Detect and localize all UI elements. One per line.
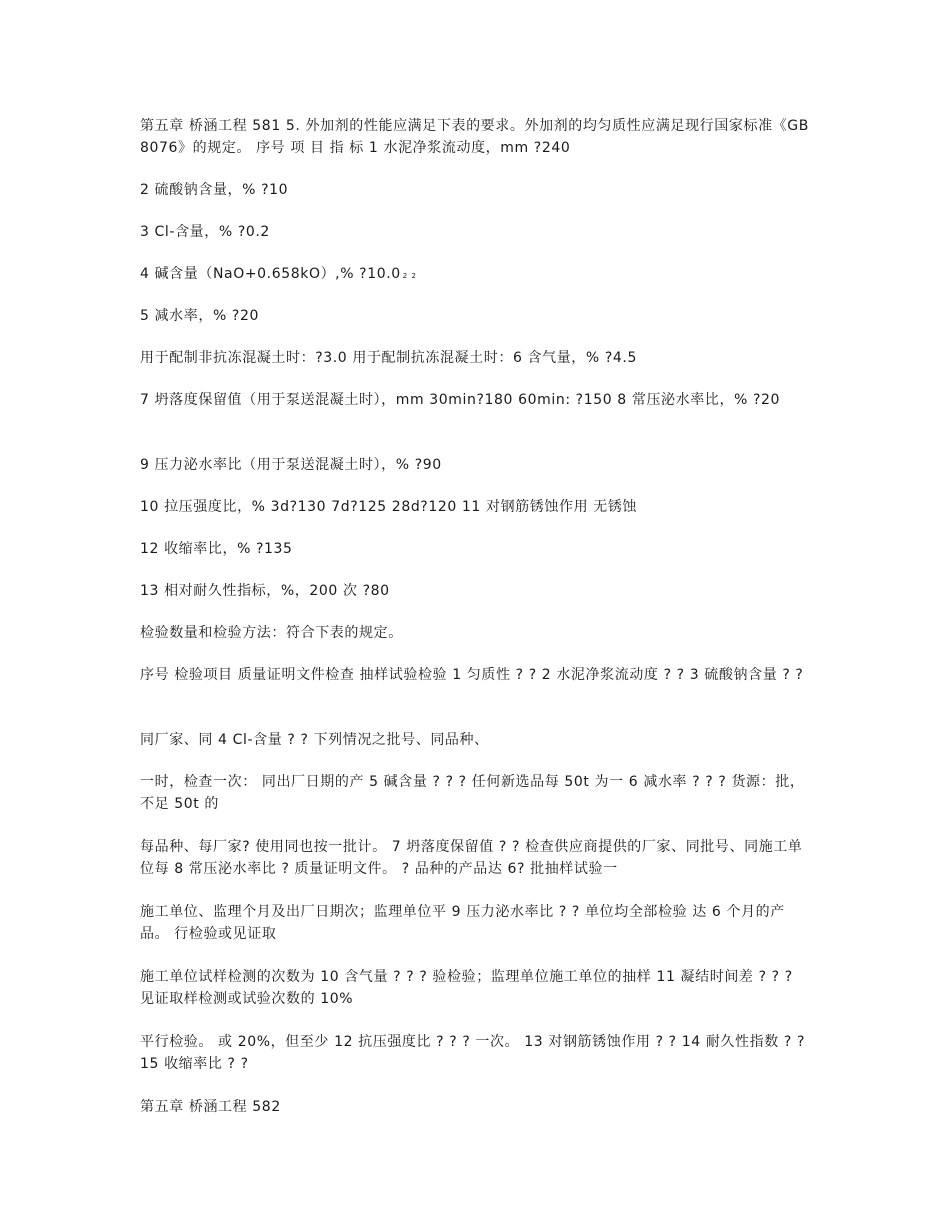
paragraph-water-reduction: 5 减水率，% ?20: [140, 308, 259, 324]
subscript-note: 2 2: [402, 272, 417, 280]
paragraph-inspection-table-4: 每品种、每厂家? 使用同也按一批计。 7 坍落度保留值 ? ? 检查供应商提供的厂家、同批号、同施工单位每 8 常压泌水率比 ? 质量证明文件。 ? 品种的产品达 6? 批抽样试验一: [140, 839, 803, 877]
paragraph-inspection-table-2: 同厂家、同 4 Cl-含量 ? ? 下列情况之批号、同品种、: [140, 732, 489, 748]
paragraph-durability: 13 相对耐久性指标，%，200 次 ?80: [140, 583, 390, 599]
page-footer-chapter: 第五章 桥涵工程 582: [140, 1099, 281, 1115]
paragraph-inspection-table-6: 施工单位试样检测的次数为 10 含气量 ? ? ? 验检验；监理单位施工单位的抽样 11 凝结时间差 ? ? ? 见证取样检测或试验次数的 10%: [140, 969, 793, 1007]
paragraph-strength-ratio: 10 拉压强度比，% 3d?130 7d?125 28d?120 11 对钢筋锈蚀作用 无锈蚀: [140, 499, 638, 515]
paragraph-inspection-heading: 检验数量和检验方法：符合下表的规定。: [140, 625, 403, 641]
paragraph-inspection-table-3: 一时，检查一次： 同出厂日期的产 5 碱含量 ? ? ? 任何新选品每 50t 为一 6 减水率 ? ? ? 货源：批，不足 50t 的: [140, 774, 805, 812]
paragraph-alkali: [140, 263, 812, 287]
paragraph-shrinkage: 12 收缩率比，% ?135: [140, 541, 293, 557]
alkali-text: 4 碱含量（NaO+0.658kO）,% ?10.0: [140, 266, 401, 282]
paragraph-pressure-bleeding: 9 压力泌水率比（用于泵送混凝土时），% ?90: [140, 457, 442, 473]
paragraph-air-content: 用于配制非抗冻混凝土时：?3.0 用于配制抗冻混凝土时：6 含气量，% ?4.5: [140, 350, 637, 366]
paragraph-intro: 第五章 桥涵工程 581 5. 外加剂的性能应满足下表的要求。外加剂的均匀质性应满足现行国家标准《GB8076》的规定。 序号 项 目 指 标 1 水泥净浆流动度，mm ?240: [140, 118, 809, 156]
paragraph-chloride: 3 Cl-含量，% ?0.2: [140, 224, 270, 240]
paragraph-inspection-table-5: 施工单位、监理个月及出厂日期次；监理单位平 9 压力泌水率比 ? ? 单位均全部检验 达 6 个月的产品。 行检验或见证取: [140, 904, 785, 942]
paragraph-inspection-table-1: 序号 检验项目 质量证明文件检查 抽样试验检验 1 匀质性 ? ? 2 水泥净浆流动度 ? ? 3 硫酸钠含量 ? ?: [140, 667, 804, 683]
paragraph-slump-retention: 7 坍落度保留值（用于泵送混凝土时），mm 30min?180 60min: ?150 8 常压泌水率比，% ?20: [140, 392, 781, 408]
paragraph-inspection-table-7: 平行检验。 或 20%，但至少 12 抗压强度比 ? ? ? 一次。 13 对钢筋锈蚀作用 ? ? 14 耐久性指数 ? ? 15 收缩率比 ? ?: [140, 1034, 805, 1072]
paragraph-sodium-sulfate: 2 硫酸钠含量，% ?10: [140, 182, 289, 198]
